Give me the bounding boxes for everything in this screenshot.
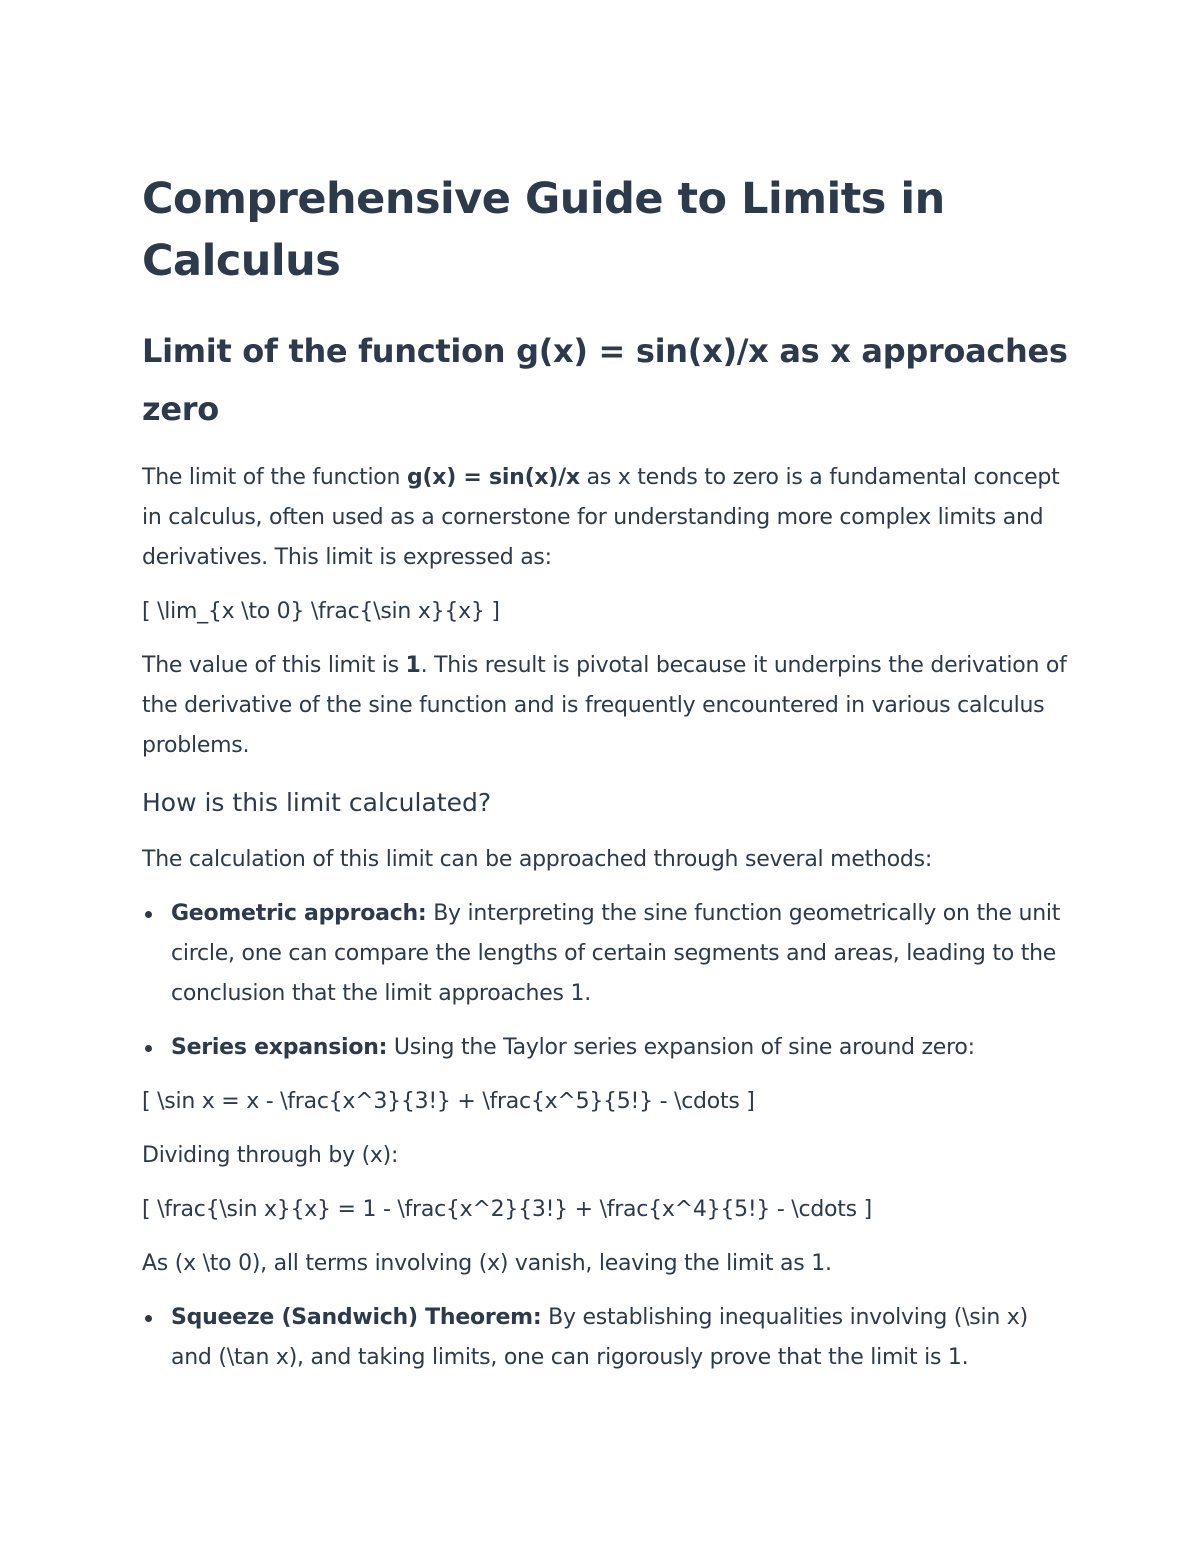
method-label: Series expansion: — [171, 1035, 388, 1060]
methods-intro: The calculation of this limit can be approached through several methods: — [142, 847, 932, 872]
value-text-after: . This result is pivotal because it underpins the derivation of the derivative of the sine function and is frequently encountered in various calculus problems. — [142, 653, 1067, 758]
method-label: Geometric approach: — [171, 901, 427, 926]
value-text-before: The value of this limit is — [142, 653, 406, 678]
value-paragraph — [142, 646, 1070, 766]
intro-text-after: as x tends to zero is a fundamental concept in calculus, often used as a cornerstone for understanding more complex limits and derivatives. This limit is expressed as: — [142, 465, 1060, 570]
intro-function-bold: g(x) = sin(x)/x — [406, 465, 580, 490]
list-item-geometric — [142, 894, 1070, 1014]
dividing-text: Dividing through by (x): — [142, 1143, 399, 1168]
bullet-icon — [145, 911, 152, 918]
method-label: Squeeze (Sandwich) Theorem: — [171, 1305, 542, 1330]
value-bold: 1 — [405, 653, 421, 678]
bullet-icon — [145, 1315, 152, 1322]
method-text: By interpreting the sine function geometrically on the unit circle, one can compare the lengths of certain segments and areas, leading to the conclusion that the limit approaches 1. — [171, 901, 1061, 1006]
intro-paragraph — [142, 458, 1070, 578]
series-formula: [ \sin x = x - \frac{x^3}{3!} + \frac{x^5}{5!} - \cdots ] — [142, 1089, 755, 1114]
list-item-squeeze — [142, 1298, 1070, 1378]
conclusion-text: As (x \to 0), all terms involving (x) vanish, leaving the limit as 1. — [142, 1251, 832, 1276]
intro-text-before: The limit of the function — [142, 465, 407, 490]
method-text: Using the Taylor series expansion of sine around zero: — [387, 1035, 975, 1060]
method-text: By establishing inequalities involving (\sin x) and (\tan x), and taking limits, one can rigorously prove that the limit is 1. — [171, 1305, 1028, 1370]
limit-formula: [ \lim_{x \to 0} \frac{\sin x}{x} ] — [142, 599, 500, 624]
page-title: Comprehensive Guide to Limits in Calculus — [142, 174, 945, 286]
divided-formula: [ \frac{\sin x}{x} = 1 - \frac{x^2}{3!} + \frac{x^4}{5!} - \cdots ] — [142, 1197, 872, 1222]
bullet-icon — [145, 1045, 152, 1052]
list-item-series — [142, 1028, 1070, 1068]
section-heading: Limit of the function g(x) = sin(x)/x as x approaches zero — [142, 332, 1068, 428]
methods-list — [142, 894, 1070, 1068]
methods-list-continued — [142, 1298, 1070, 1378]
subheading: How is this limit calculated? — [142, 788, 492, 817]
